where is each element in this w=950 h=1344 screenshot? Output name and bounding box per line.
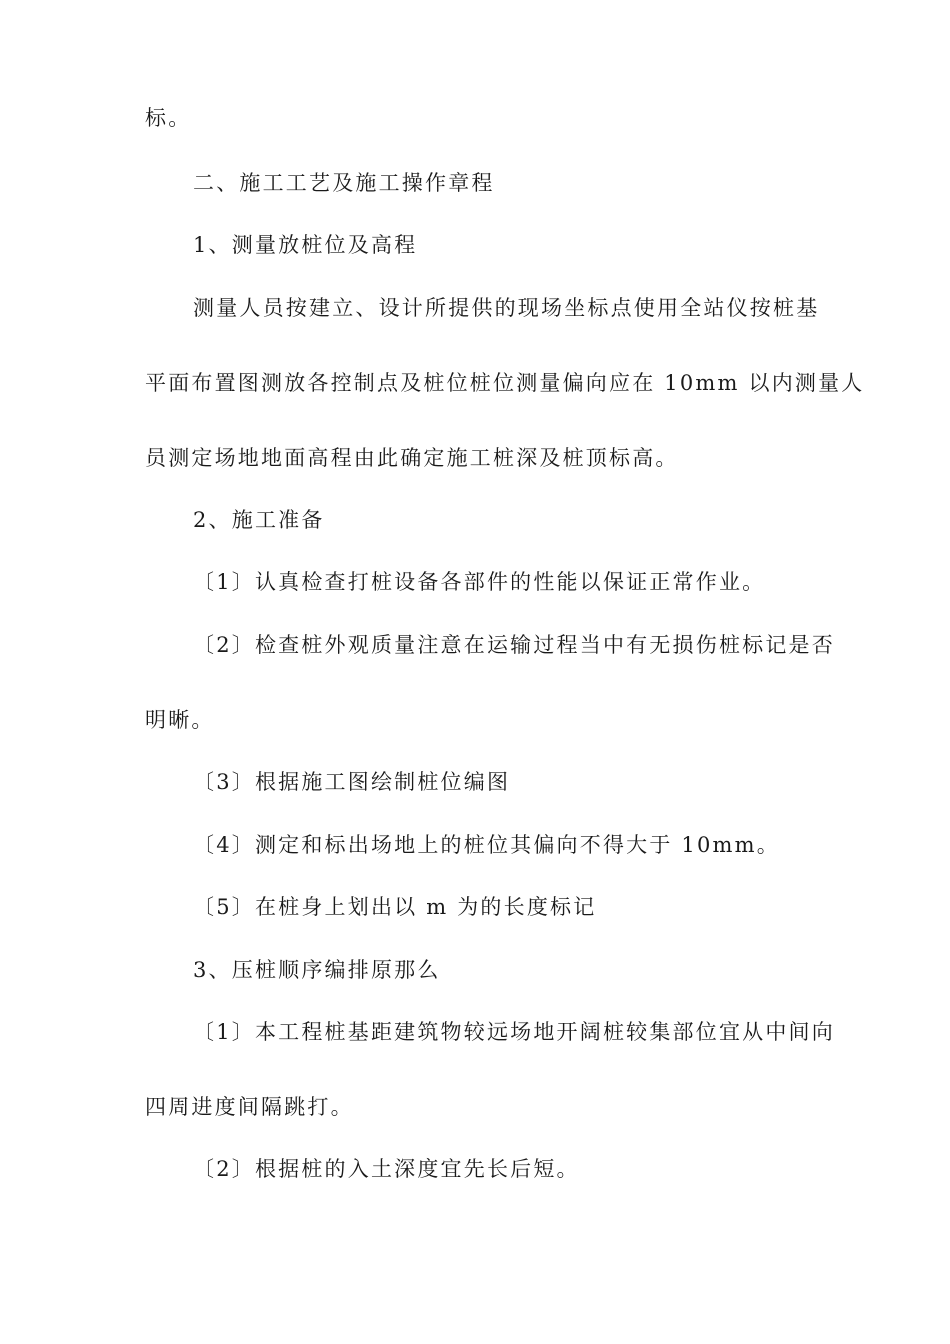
subsection-heading: 1、测量放桩位及高程 bbox=[193, 233, 418, 257]
list-item: 〔3〕根据施工图绘制桩位编图 bbox=[193, 770, 511, 794]
text-line-continuation: 标。 bbox=[145, 106, 192, 130]
list-item: 〔2〕根据桩的入土深度宜先长后短。 bbox=[193, 1157, 580, 1181]
subsection-heading: 2、施工准备 bbox=[193, 508, 325, 532]
list-item: 〔4〕测定和标出场地上的桩位其偏向不得大于 10mm。 bbox=[193, 833, 780, 857]
list-item: 〔2〕检查桩外观质量注意在运输过程当中有无损伤桩标记是否 bbox=[193, 633, 835, 657]
list-item: 〔1〕认真检查打桩设备各部件的性能以保证正常作业。 bbox=[193, 570, 766, 594]
subsection-heading: 3、压桩顺序编排原那么 bbox=[193, 958, 441, 982]
paragraph-line: 平面布置图测放各控制点及桩位桩位测量偏向应在 10mm 以内测量人 bbox=[145, 371, 865, 395]
list-item-continuation: 四周进度间隔跳打。 bbox=[145, 1095, 354, 1119]
list-item: 〔1〕本工程桩基距建筑物较远场地开阔桩较集部位宜从中间向 bbox=[193, 1020, 835, 1044]
paragraph-line: 测量人员按建立、设计所提供的现场坐标点使用全站仪按桩基 bbox=[193, 296, 820, 320]
section-heading: 二、施工工艺及施工操作章程 bbox=[193, 171, 495, 195]
list-item: 〔5〕在桩身上划出以 m 为的长度标记 bbox=[193, 895, 597, 919]
list-item-continuation: 明晰。 bbox=[145, 708, 215, 732]
paragraph-line: 员测定场地地面高程由此确定施工桩深及桩顶标高。 bbox=[145, 446, 679, 470]
